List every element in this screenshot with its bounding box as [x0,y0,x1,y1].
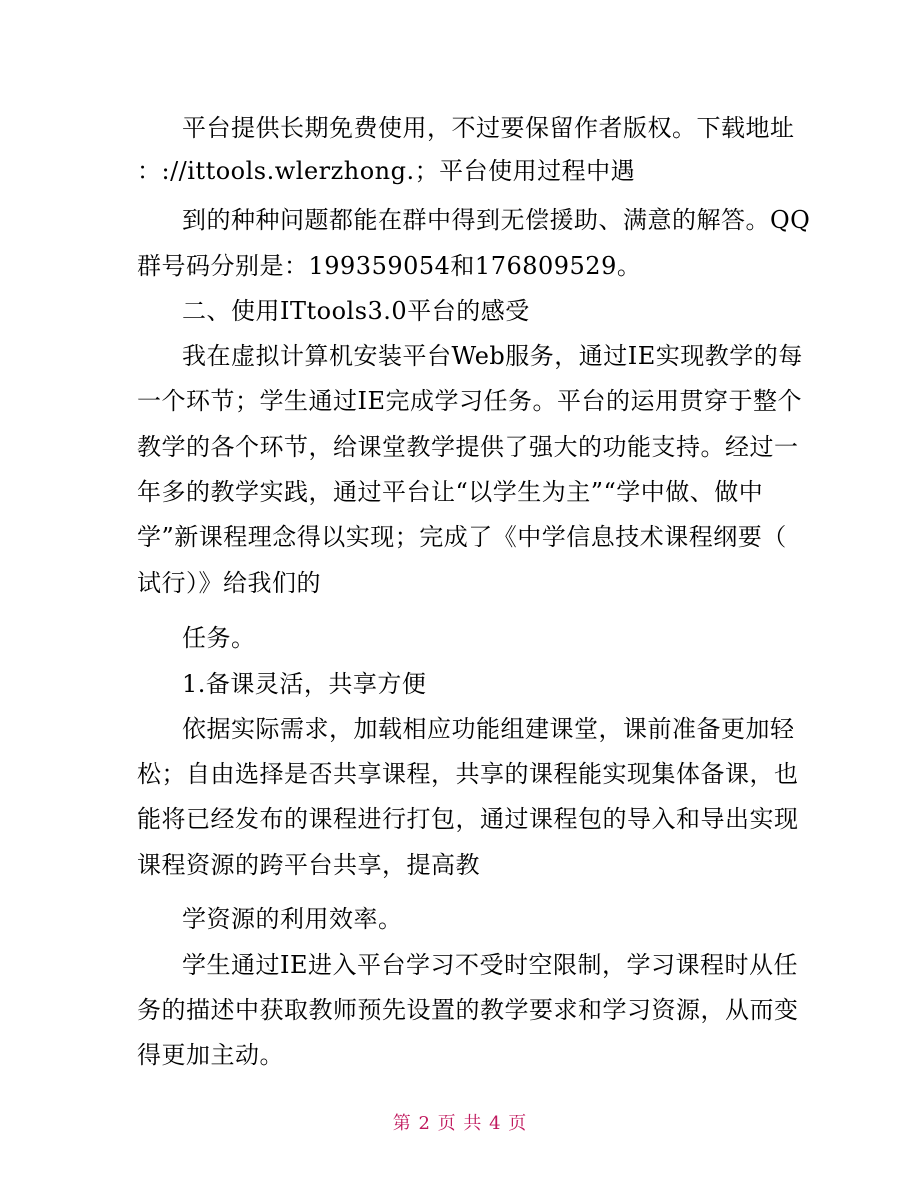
paragraph-line: 能将已经发布的课程进行打包，通过课程包的导入和导出实现 [137,805,799,833]
paragraph-line: 试行）》给我们的 [137,569,321,597]
paragraph-line: 任务。 [182,624,256,652]
paragraph-line: 到的种种问题都能在群中得到无偿援助、满意的解答。QQ [182,206,811,234]
paragraph-line: 平台提供长期免费使用，不过要保留作者版权。下载地址 [182,114,795,142]
page-number-footer: 第 2 页 共 4 页 [392,1113,528,1134]
subsection-heading: 1.备课灵活，共享方便 [182,670,427,698]
paragraph-line: 学资源的利用效率。 [182,905,403,933]
paragraph-line: 课程资源的跨平台共享，提高教 [137,851,480,879]
paragraph-line: 群号码分别是：199359054和176809529。 [137,252,642,280]
section-heading: 二、使用ITtools3.0平台的感受 [182,297,530,325]
paragraph-line: 得更加主动。 [137,1041,284,1069]
paragraph-line: 教学的各个环节，给课堂教学提供了强大的功能支持。经过一 [137,433,799,461]
paragraph-line: 松；自由选择是否共享课程，共享的课程能实现集体备课，也 [137,760,799,788]
paragraph-line: ：://ittools.wlerzhong.；平台使用过程中遇 [137,157,636,185]
paragraph-line: 一个环节；学生通过IE完成学习任务。平台的运用贯穿于整个 [137,387,802,415]
paragraph-line: 学生通过IE进入平台学习不受时空限制，学习课程时从任 [182,951,798,979]
paragraph-line: 年多的教学实践，通过平台让“以学生为主”“学中做、做中 [137,478,764,506]
paragraph-line: 依据实际需求，加载相应功能组建课堂，课前准备更加轻 [182,715,795,743]
paragraph-line: 学”新课程理念得以实现；完成了《中学信息技术课程纲要（ [137,523,787,551]
paragraph-line: 务的描述中获取教师预先设置的教学要求和学习资源，从而变 [137,996,799,1024]
paragraph-line: 我在虚拟计算机安装平台Web服务，通过IE实现教学的每 [182,342,803,370]
